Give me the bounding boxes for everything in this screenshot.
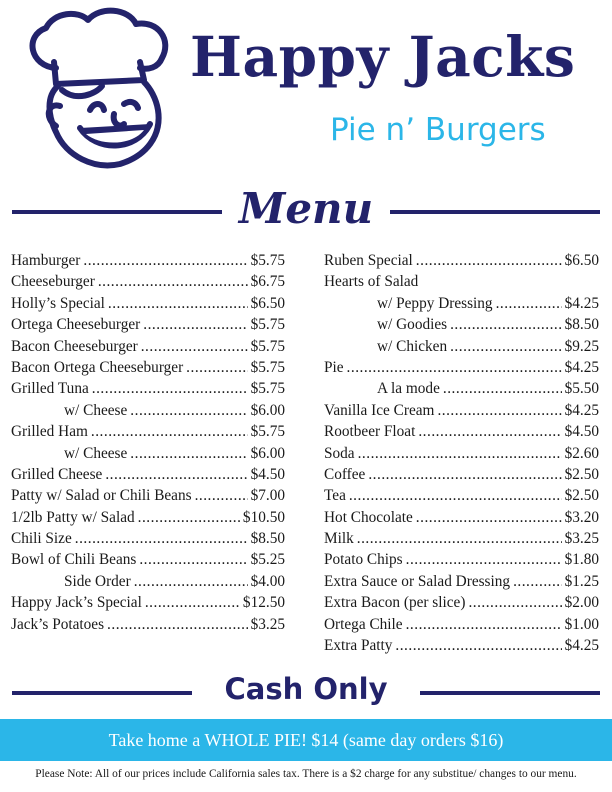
menu-item	[324, 571, 599, 592]
dot-leader	[107, 614, 248, 635]
menu-item-name: w/ Goodies	[377, 316, 448, 334]
menu-item-price: $5.75	[250, 380, 285, 398]
dot-leader	[349, 485, 562, 506]
menu-item	[324, 293, 599, 314]
menu-item-price: $4.50	[250, 465, 285, 483]
chef-face-icon	[16, 6, 178, 178]
menu-item-name: Hearts of Salad	[324, 273, 419, 291]
menu-item	[11, 592, 285, 613]
menu-item-price: $1.25	[564, 572, 599, 590]
menu-item	[11, 549, 285, 570]
menu-item	[324, 614, 599, 635]
menu-item-price: $1.80	[564, 551, 599, 569]
menu-item-price: $1.00	[564, 615, 599, 633]
menu-item-name: Hot Chocolate	[324, 508, 413, 526]
menu-item-name: A la mode	[377, 380, 440, 398]
menu-item-name: Patty w/ Salad or Chili Beans	[11, 487, 192, 505]
menu-item-name: Side Order	[64, 572, 131, 590]
menu-column-left	[11, 250, 285, 635]
menu-item-price: $7.00	[250, 487, 285, 505]
menu-item-price: $2.60	[564, 444, 599, 462]
dot-leader	[358, 443, 562, 464]
menu-item-name: Bacon Ortega Cheeseburger	[11, 358, 184, 376]
dot-leader	[145, 592, 240, 613]
dot-leader	[143, 314, 247, 335]
menu-item	[324, 635, 599, 656]
menu-item-price: $5.75	[250, 423, 285, 441]
menu-item-name: Cheeseburger	[11, 273, 95, 291]
menu-item-name: Grilled Ham	[11, 423, 88, 441]
menu-item-price: $6.75	[250, 273, 285, 291]
menu-item-name: Hamburger	[11, 252, 81, 269]
menu-item	[324, 250, 599, 271]
menu-item-name: Extra Sauce or Salad Dressing	[324, 572, 511, 590]
menu-item	[11, 400, 285, 421]
menu-item-name: Holly’s Special	[11, 294, 105, 312]
divider-left	[12, 210, 222, 214]
menu-item-name: w/ Cheese	[64, 401, 128, 419]
menu-item	[324, 421, 599, 442]
dot-leader	[395, 635, 561, 656]
dot-leader	[368, 464, 561, 485]
menu-item-name: Soda	[324, 444, 355, 462]
menu-item	[11, 336, 285, 357]
menu-item-name: Ortega Chile	[324, 615, 403, 633]
menu-item-name: w/ Cheese	[64, 444, 128, 462]
dot-leader	[108, 293, 248, 314]
menu-column-right	[324, 250, 599, 656]
menu-item-price: $4.25	[564, 637, 599, 655]
menu-item-name: Coffee	[324, 465, 366, 483]
menu-item-price: $6.50	[564, 252, 599, 269]
dot-leader	[513, 571, 562, 592]
restaurant-tagline: Pie n’ Burgers	[330, 112, 546, 148]
menu-item-price: $5.75	[250, 337, 285, 355]
dot-leader	[357, 528, 562, 549]
menu-item-price: $2.50	[564, 465, 599, 483]
dot-leader	[83, 250, 247, 271]
menu-item-price: $3.25	[250, 615, 285, 633]
menu-item	[11, 507, 285, 528]
menu-item	[11, 293, 285, 314]
menu-item	[11, 614, 285, 635]
dot-leader	[406, 614, 562, 635]
menu-item-price: $4.25	[564, 294, 599, 312]
menu-item-name: Chili Size	[11, 530, 72, 548]
menu-item	[11, 250, 285, 271]
menu-item	[11, 443, 285, 464]
menu-item	[324, 592, 599, 613]
divider-left-bottom	[12, 691, 192, 695]
dot-leader	[195, 485, 248, 506]
menu-item	[324, 507, 599, 528]
dot-leader	[75, 528, 248, 549]
menu-item-name: Potato Chips	[324, 551, 403, 569]
dot-leader	[141, 336, 248, 357]
menu-item	[324, 357, 599, 378]
menu-item-name: w/ Peppy Dressing	[377, 294, 493, 312]
menu-item	[324, 271, 599, 292]
menu-item	[324, 378, 599, 399]
menu-item-price: $3.20	[564, 508, 599, 526]
menu-item-price: $8.50	[564, 316, 599, 334]
dot-leader	[98, 271, 248, 292]
dot-leader	[130, 400, 247, 421]
menu-item-name: Jack’s Potatoes	[11, 615, 105, 633]
menu-item-name: Pie	[324, 358, 344, 376]
menu-item	[324, 528, 599, 549]
menu-item-name: Rootbeer Float	[324, 423, 416, 441]
dot-leader	[406, 549, 562, 570]
menu-item-price: $5.75	[250, 252, 285, 269]
menu-item	[324, 549, 599, 570]
menu-heading: Menu	[238, 184, 374, 233]
menu-item-price: $8.50	[250, 530, 285, 548]
menu-item-price: $2.00	[564, 594, 599, 612]
menu-item-price: $3.25	[564, 530, 599, 548]
menu-item-price: $12.50	[242, 594, 285, 612]
dot-leader	[416, 250, 562, 271]
menu-item-name: Ruben Special	[324, 252, 413, 269]
dot-leader	[468, 592, 561, 613]
dot-leader	[443, 378, 562, 399]
menu-item	[11, 485, 285, 506]
menu-item-price: $5.75	[250, 358, 285, 376]
menu-item-name: Extra Bacon (per slice)	[324, 594, 466, 612]
menu-item-price: $5.50	[564, 380, 599, 398]
menu-item	[324, 485, 599, 506]
dot-leader	[418, 421, 561, 442]
menu-item-name: Bowl of Chili Beans	[11, 551, 137, 569]
menu-item-price: $4.00	[250, 572, 285, 590]
divider-right	[390, 210, 600, 214]
whole-pie-banner: Take home a WHOLE PIE! $14 (same day orders $16)	[0, 719, 612, 761]
menu-item	[11, 271, 285, 292]
dot-leader	[134, 571, 248, 592]
dot-leader	[496, 293, 562, 314]
menu-item-name: Bacon Cheeseburger	[11, 337, 138, 355]
menu-item	[11, 464, 285, 485]
dot-leader	[91, 421, 248, 442]
menu-item	[324, 336, 599, 357]
menu-item-price: $4.50	[564, 423, 599, 441]
menu-item	[324, 464, 599, 485]
menu-item	[324, 400, 599, 421]
menu-item-name: Tea	[324, 487, 346, 505]
cash-only-label: Cash Only	[224, 672, 388, 706]
menu-item-price: $10.50	[242, 508, 285, 526]
menu-item-name: w/ Chicken	[377, 337, 448, 355]
menu-item-price: $2.50	[564, 487, 599, 505]
divider-right-bottom	[420, 691, 600, 695]
menu-item-name: Grilled Cheese	[11, 465, 103, 483]
menu-item-name: Happy Jack’s Special	[11, 594, 142, 612]
menu-item	[11, 314, 285, 335]
menu-item-name: Extra Patty	[324, 637, 393, 655]
dot-leader	[450, 314, 561, 335]
menu-item-name: Milk	[324, 530, 354, 548]
dot-leader	[416, 507, 562, 528]
menu-item-price: $5.25	[250, 551, 285, 569]
menu-item-name: Ortega Cheeseburger	[11, 316, 141, 334]
menu-item-name: Vanilla Ice Cream	[324, 401, 435, 419]
menu-item	[324, 443, 599, 464]
menu-item	[11, 421, 285, 442]
menu-item-name: Grilled Tuna	[11, 380, 89, 398]
dot-leader	[105, 464, 247, 485]
dot-leader	[138, 507, 240, 528]
dot-leader	[450, 336, 561, 357]
menu-item-price: $6.50	[250, 294, 285, 312]
menu-item	[11, 528, 285, 549]
dot-leader	[347, 357, 562, 378]
price-note: Please Note: All of our prices include California sales tax. There is a $2 charge for any substitue/ changes to our menu.	[35, 768, 577, 780]
menu-item	[11, 571, 285, 592]
restaurant-name: Happy Jacks	[190, 24, 576, 89]
menu-item-price: $6.00	[250, 401, 285, 419]
menu-item-name: 1/2lb Patty w/ Salad	[11, 508, 135, 526]
menu-item-price: $4.25	[564, 401, 599, 419]
menu-item	[11, 357, 285, 378]
dot-leader	[92, 378, 248, 399]
menu-item-price: $6.00	[250, 444, 285, 462]
menu-item	[11, 378, 285, 399]
dot-leader	[139, 549, 247, 570]
menu-item-price: $9.25	[564, 337, 599, 355]
dot-leader	[186, 357, 247, 378]
dot-leader	[437, 400, 561, 421]
menu-item-price: $5.75	[250, 316, 285, 334]
menu-item	[324, 314, 599, 335]
menu-item-price: $4.25	[564, 358, 599, 376]
dot-leader	[130, 443, 247, 464]
